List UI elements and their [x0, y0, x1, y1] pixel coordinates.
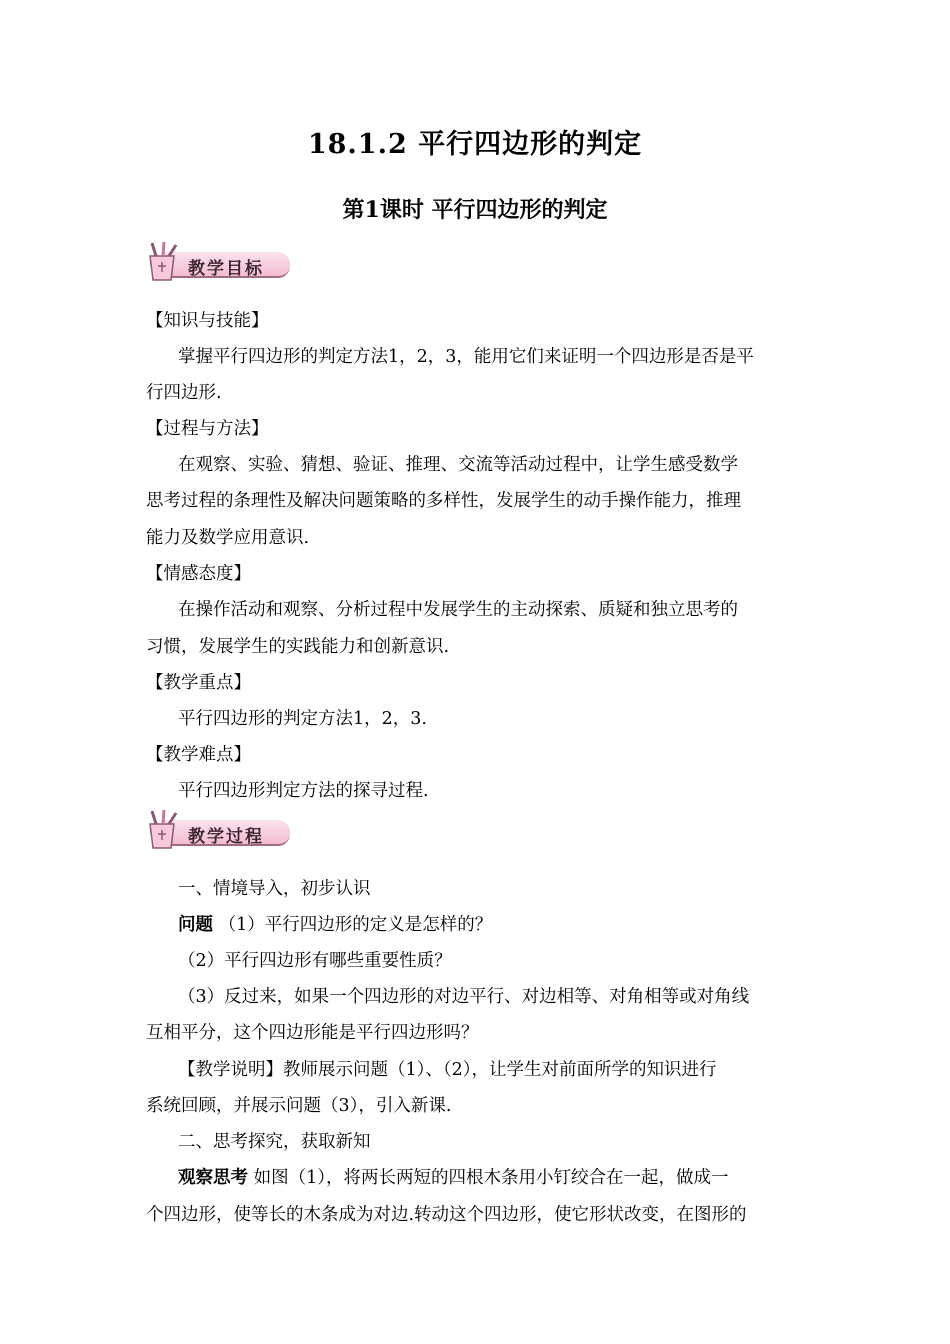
question-3-line-2: 互相平分，这个四边形能是平行四边形吗？	[146, 1023, 479, 1043]
process-method-line-1: 在观察、实验、猜想、验证、推理、交流等活动过程中，让学生感受数学	[178, 455, 738, 475]
teaching-note-line-1: 【教学说明】教师展示问题（1）、（2），让学生对前面所学的知识进行	[178, 1060, 717, 1080]
emotion-line-2: 习惯，发展学生的实践能力和创新意识.	[146, 637, 450, 657]
pencil-cup-icon	[144, 808, 184, 852]
observe-line-2: 个四边形，使等长的木条成为对边.转动这个四边形，使它形状改变，在图形的	[146, 1205, 747, 1225]
process-method-heading: 【过程与方法】	[146, 419, 269, 439]
observe-label: 观察思考	[178, 1168, 248, 1188]
question-label: 问题	[178, 915, 213, 935]
observe-text-1: 如图（1），将两长两短的四根木条用小钉绞合在一起，做成一	[248, 1168, 729, 1188]
teaching-goals-label: 教学目标	[188, 259, 264, 279]
question-2-line: （2）平行四边形有哪些重要性质？	[178, 951, 452, 971]
observe-line-1	[178, 1166, 848, 1190]
section-1-heading: 一、情境导入，初步认识	[178, 879, 371, 899]
section-2-heading: 二、思考探究，获取新知	[178, 1132, 371, 1152]
teaching-process-label: 教学过程	[188, 827, 264, 847]
key-point-line: 平行四边形的判定方法1，2，3.	[178, 709, 427, 729]
process-method-line-3: 能力及数学应用意识.	[146, 528, 310, 548]
emotion-heading: 【情感态度】	[146, 564, 251, 584]
pencil-cup-icon	[144, 240, 184, 284]
question-1-text: （1）平行四边形的定义是怎样的？	[218, 915, 493, 935]
key-point-heading: 【教学重点】	[146, 673, 251, 693]
difficulty-heading: 【教学难点】	[146, 745, 251, 765]
teaching-process-banner	[144, 808, 292, 852]
knowledge-line-2: 行四边形.	[146, 383, 222, 403]
teaching-goals-banner	[144, 240, 292, 284]
emotion-line-1: 在操作活动和观察、分析过程中发展学生的主动探索、质疑和独立思考的	[178, 600, 738, 620]
teaching-note-line-2: 系统回顾，并展示问题（3），引入新课.	[146, 1096, 452, 1116]
knowledge-heading: 【知识与技能】	[146, 311, 269, 331]
knowledge-line-1: 掌握平行四边形的判定方法1，2，3，能用它们来证明一个四边形是否是平	[178, 347, 754, 367]
question-3-line-1: （3）反过来，如果一个四边形的对边平行、对边相等、对角相等或对角线	[178, 987, 750, 1007]
question-1-line	[178, 913, 848, 937]
page-title: 18.1.2 平行四边形的判定	[307, 129, 643, 160]
difficulty-line: 平行四边形判定方法的探寻过程.	[178, 781, 429, 801]
lesson-subtitle: 第1课时 平行四边形的判定	[342, 197, 608, 223]
process-method-line-2: 思考过程的条理性及解决问题策略的多样性，发展学生的动手操作能力，推理	[146, 491, 741, 511]
